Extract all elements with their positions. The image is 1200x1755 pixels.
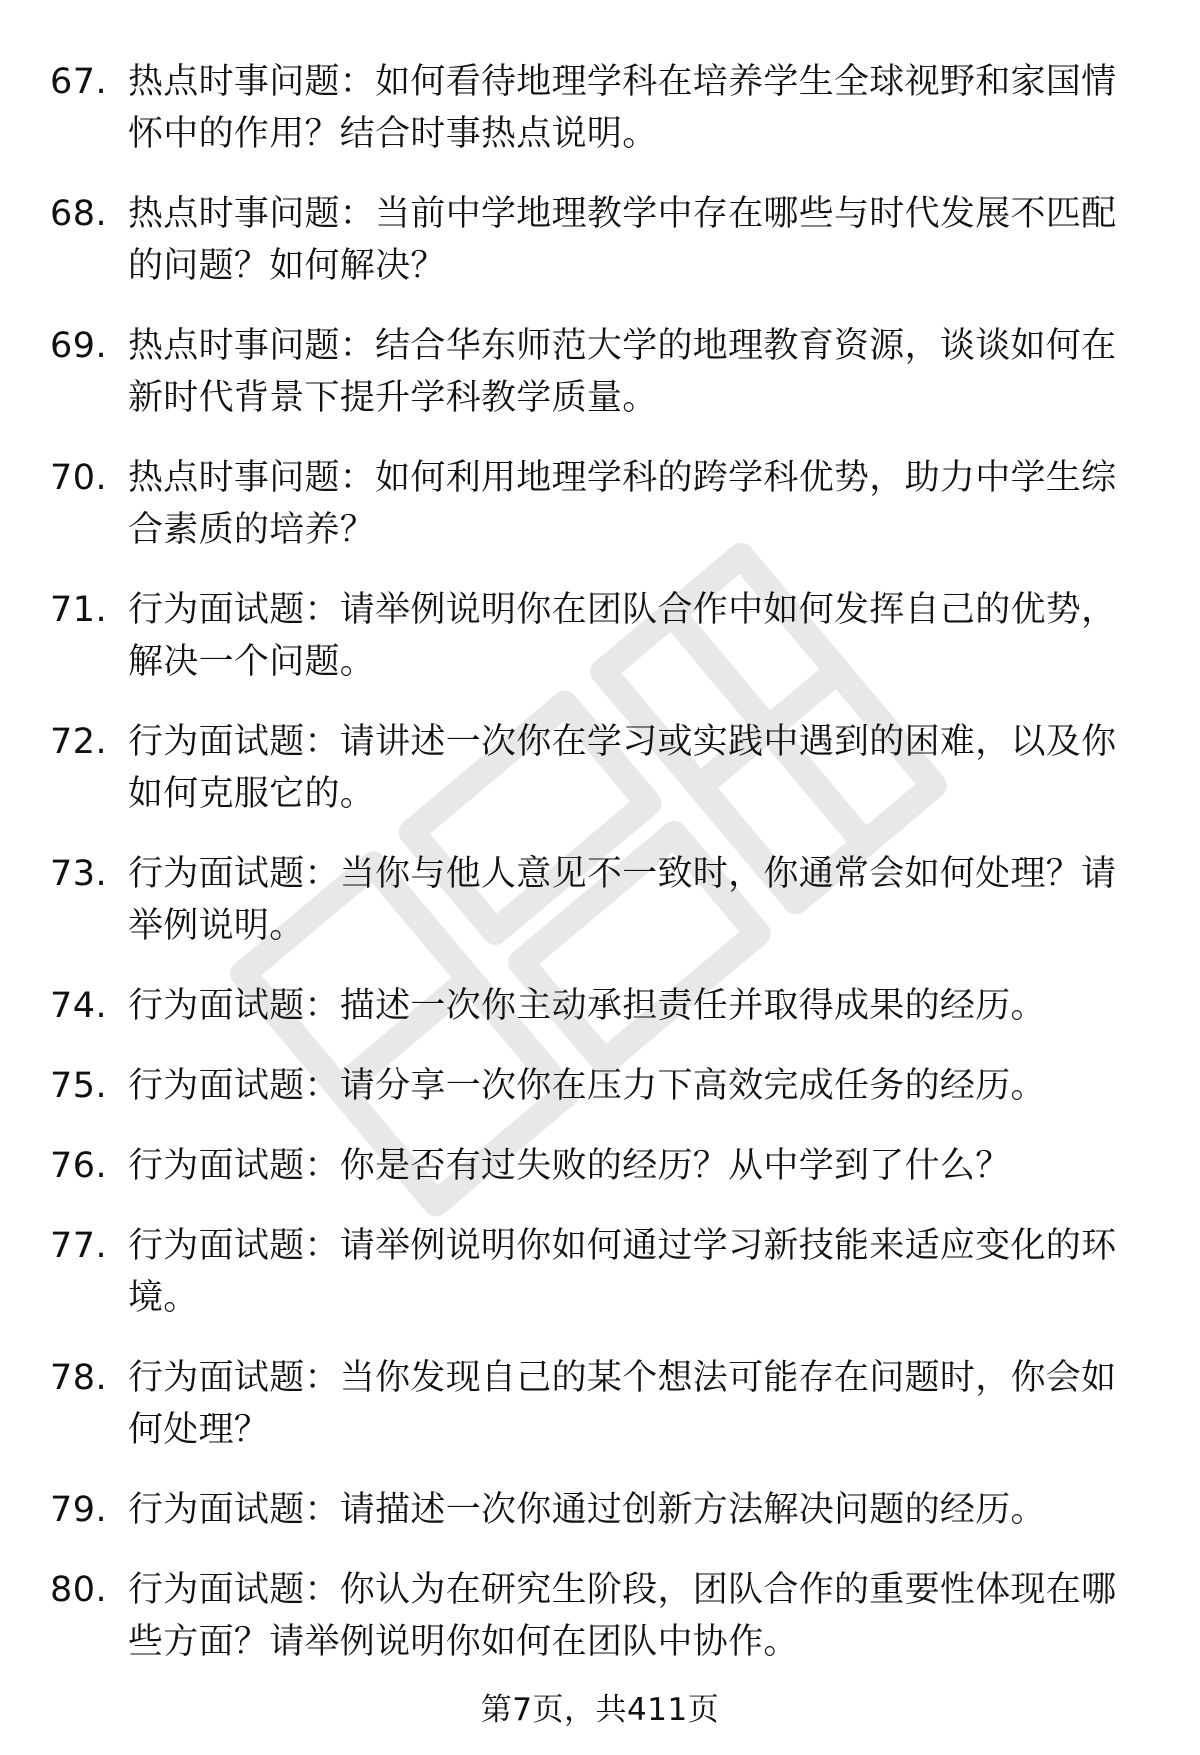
question-item [50, 452, 1150, 556]
question-item [50, 56, 1150, 160]
question-number: 67. [50, 62, 108, 102]
question-item [50, 1352, 1150, 1456]
question-text: 行为面试题：描述一次你主动承担责任并取得成果的经历。 [128, 986, 1046, 1026]
question-item [50, 848, 1150, 952]
question-item [50, 1140, 1150, 1192]
question-text: 行为面试题：请举例说明你如何通过学习新技能来适应变化的环境。 [128, 1226, 1117, 1318]
question-list [50, 56, 1150, 1696]
question-text: 热点时事问题：如何利用地理学科的跨学科优势，助力中学生综合素质的培养？ [128, 458, 1117, 550]
question-item [50, 980, 1150, 1032]
question-text: 行为面试题：你认为在研究生阶段，团队合作的重要性体现在哪些方面？请举例说明你如何在团队中协作。 [128, 1570, 1117, 1662]
question-number: 68. [50, 194, 108, 234]
question-number: 80. [50, 1570, 108, 1610]
question-item [50, 1220, 1150, 1324]
question-text: 行为面试题：请分享一次你在压力下高效完成任务的经历。 [128, 1066, 1046, 1106]
question-text: 行为面试题：当你与他人意见不一致时，你通常会如何处理？请举例说明。 [128, 854, 1117, 946]
question-text: 行为面试题：请讲述一次你在学习或实践中遇到的困难，以及你如何克服它的。 [128, 722, 1117, 814]
question-item [50, 716, 1150, 820]
question-text: 热点时事问题：结合华东师范大学的地理教育资源，谈谈如何在新时代背景下提升学科教学质量。 [128, 326, 1117, 418]
question-number: 71. [50, 590, 108, 630]
question-number: 72. [50, 722, 108, 762]
question-text: 热点时事问题：当前中学地理教学中存在哪些与时代发展不匹配的问题？如何解决？ [128, 194, 1117, 286]
question-number: 79. [50, 1490, 108, 1530]
question-item [50, 584, 1150, 688]
question-number: 74. [50, 986, 108, 1026]
question-item [50, 188, 1150, 292]
question-item [50, 1564, 1150, 1668]
question-text: 行为面试题：请举例说明你在团队合作中如何发挥自己的优势，解决一个问题。 [128, 590, 1117, 682]
question-number: 70. [50, 458, 108, 498]
question-item [50, 1484, 1150, 1536]
question-text: 行为面试题：当你发现自己的某个想法可能存在问题时，你会如何处理？ [128, 1358, 1117, 1450]
question-text: 热点时事问题：如何看待地理学科在培养学生全球视野和家国情怀中的作用？结合时事热点说明。 [128, 62, 1117, 154]
question-item [50, 1060, 1150, 1112]
question-number: 77. [50, 1226, 108, 1266]
question-item [50, 320, 1150, 424]
question-number: 73. [50, 854, 108, 894]
question-number: 78. [50, 1358, 108, 1398]
question-text: 行为面试题：你是否有过失败的经历？从中学到了什么？ [128, 1146, 1011, 1186]
question-text: 行为面试题：请描述一次你通过创新方法解决问题的经历。 [128, 1490, 1046, 1530]
question-number: 75. [50, 1066, 108, 1106]
question-number: 76. [50, 1146, 108, 1186]
page-footer: 第7页，共411页 [480, 1692, 720, 1728]
question-number: 69. [50, 326, 108, 366]
